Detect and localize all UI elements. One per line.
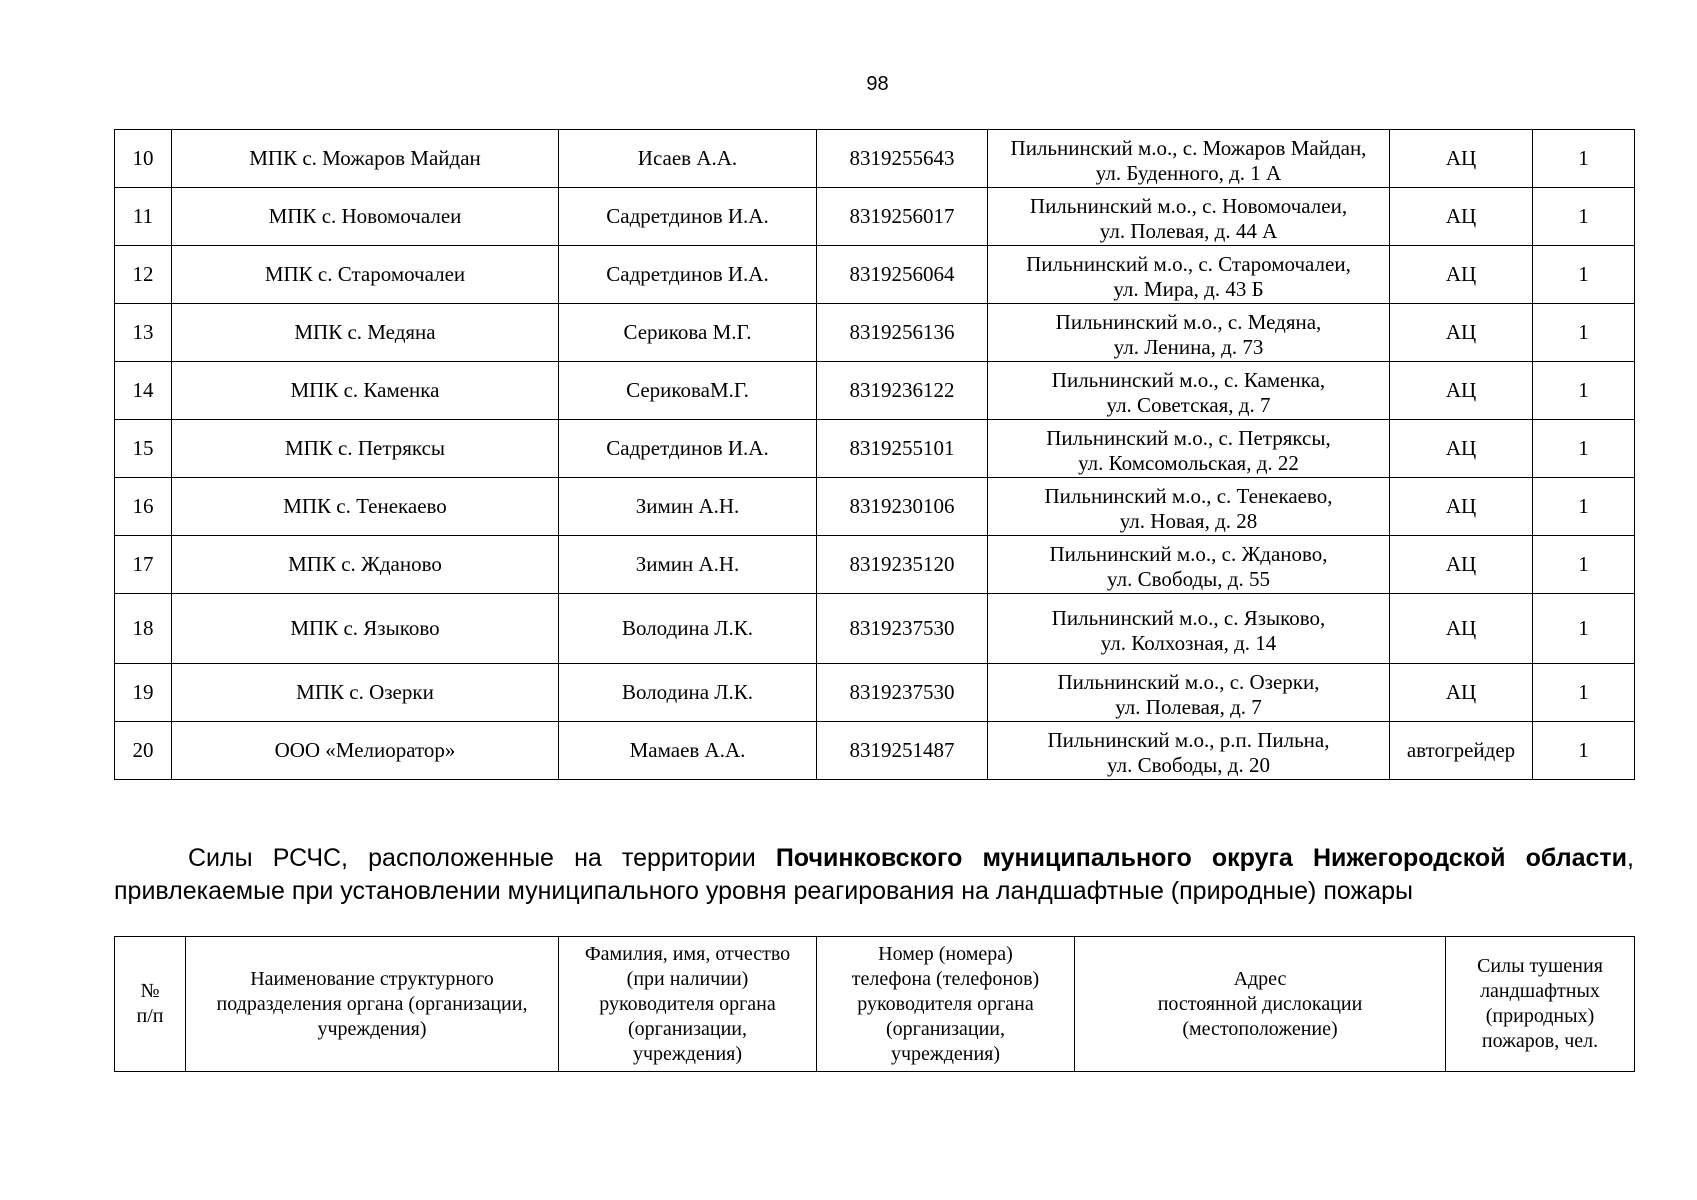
force-type: АЦ <box>1390 420 1533 478</box>
head-name: Володина Л.К. <box>559 664 817 722</box>
header-forces <box>1446 937 1635 1072</box>
header-forces-line: ландшафтных <box>1480 980 1600 1002</box>
unit-name: МПК с. Озерки <box>172 664 559 722</box>
header-phone <box>817 937 1075 1072</box>
phone-number: 8319237530 <box>817 664 988 722</box>
force-count: 1 <box>1533 664 1635 722</box>
address <box>988 246 1390 304</box>
phone-number: 8319230106 <box>817 478 988 536</box>
force-count: 1 <box>1533 246 1635 304</box>
address-line-1: Пильнинский м.о., с. Петряксы, <box>1046 425 1331 450</box>
head-name: Садретдинов И.А. <box>559 420 817 478</box>
force-type: АЦ <box>1390 478 1533 536</box>
force-count: 1 <box>1533 478 1635 536</box>
section-heading <box>114 842 1634 908</box>
phone-number: 8319236122 <box>817 362 988 420</box>
header-head-line: (при наличии) <box>626 967 749 990</box>
row-number: 20 <box>115 722 172 780</box>
table-row <box>115 664 1635 722</box>
table-row <box>115 722 1635 780</box>
phone-number: 8319256017 <box>817 188 988 246</box>
table-row <box>115 594 1635 664</box>
row-number: 10 <box>115 130 172 188</box>
phone-number: 8319251487 <box>817 722 988 780</box>
head-name: Володина Л.К. <box>559 594 817 664</box>
address-line-2: ул. Мира, д. 43 Б <box>1113 276 1264 301</box>
force-count: 1 <box>1533 420 1635 478</box>
unit-name: МПК с. Петряксы <box>172 420 559 478</box>
header-head-line: руководителя органа <box>599 992 776 1015</box>
address-line-1: Пильнинский м.о., с. Тенекаево, <box>1044 483 1333 508</box>
address-line-2: ул. Комсомольская, д. 22 <box>1078 450 1299 475</box>
forces-table-pochinkovsky-header <box>114 936 1635 1072</box>
header-head-line: учреждения) <box>632 1042 743 1065</box>
unit-name: МПК с. Языково <box>172 594 559 664</box>
header-forces-line: Силы тушения <box>1477 955 1603 977</box>
header-phone-line: (организации, <box>885 1017 1006 1040</box>
force-type: автогрейдер <box>1390 722 1533 780</box>
force-type: АЦ <box>1390 536 1533 594</box>
heading-bold-district: Починковского муниципального округа Нижегородской области <box>775 844 1628 872</box>
head-name: Садретдинов И.А. <box>559 188 817 246</box>
head-name: Исаев А.А. <box>559 130 817 188</box>
address-line-2: ул. Ленина, д. 73 <box>1113 334 1264 359</box>
address-line-1: Пильнинский м.о., с. Каменка, <box>1051 367 1326 392</box>
header-addr-line: (местоположение) <box>1182 1017 1338 1040</box>
head-name: Зимин А.Н. <box>559 536 817 594</box>
address-line-1: Пильнинский м.о., с. Жданово, <box>1049 541 1328 566</box>
table-row <box>115 304 1635 362</box>
header-name <box>186 937 559 1072</box>
force-count: 1 <box>1533 130 1635 188</box>
row-number: 14 <box>115 362 172 420</box>
head-name: Зимин А.Н. <box>559 478 817 536</box>
address-line-1: Пильнинский м.о., с. Озерки, <box>1057 669 1320 694</box>
unit-name: МПК с. Жданово <box>172 536 559 594</box>
phone-number: 8319256136 <box>817 304 988 362</box>
head-name: СериковаМ.Г. <box>559 362 817 420</box>
address-line-2: ул. Советская, д. 7 <box>1106 392 1271 417</box>
unit-name: МПК с. Медяна <box>172 304 559 362</box>
header-phone-line: учреждения) <box>890 1042 1001 1065</box>
table-row <box>115 478 1635 536</box>
page-number: 98 <box>866 73 889 95</box>
header-head <box>559 937 817 1072</box>
phone-number: 8319255643 <box>817 130 988 188</box>
header-head-line: Фамилия, имя, отчество <box>584 942 791 965</box>
header-name-line: подразделения органа (организации, <box>216 992 528 1015</box>
header-phone-line: руководителя органа <box>857 992 1034 1015</box>
header-forces-line: (природных) <box>1485 1005 1595 1027</box>
address-line-2: ул. Новая, д. 28 <box>1119 508 1258 533</box>
force-count: 1 <box>1533 362 1635 420</box>
row-number: 19 <box>115 664 172 722</box>
force-type: АЦ <box>1390 304 1533 362</box>
heading-text-end: , привлекаемые при установлении муниципального уровня реагирования на ландшафтные (природные) пожары <box>114 844 1634 905</box>
row-number: 15 <box>115 420 172 478</box>
address-line-2: ул. Свободы, д. 55 <box>1107 566 1270 591</box>
header-num-line: № <box>140 980 160 1002</box>
force-count: 1 <box>1533 594 1635 664</box>
table-row <box>115 188 1635 246</box>
header-address <box>1075 937 1446 1072</box>
header-phone-line: телефона (телефонов) <box>851 967 1040 990</box>
phone-number: 8319256064 <box>817 246 988 304</box>
force-type: АЦ <box>1390 188 1533 246</box>
row-number: 17 <box>115 536 172 594</box>
heading-text-start: Силы РСЧС, расположенные на территории <box>188 844 776 872</box>
head-name: Мамаев А.А. <box>559 722 817 780</box>
phone-number: 8319255101 <box>817 420 988 478</box>
address <box>988 722 1390 780</box>
address-line-1: Пильнинский м.о., с. Можаров Майдан, <box>1010 135 1367 160</box>
address <box>988 478 1390 536</box>
address-line-1: Пильнинский м.о., с. Языково, <box>1051 605 1326 630</box>
unit-name: МПК с. Старомочалеи <box>172 246 559 304</box>
address-line-2: ул. Колхозная, д. 14 <box>1100 630 1277 655</box>
header-row <box>115 937 1635 1072</box>
row-number: 12 <box>115 246 172 304</box>
table-row <box>115 362 1635 420</box>
address <box>988 188 1390 246</box>
row-number: 18 <box>115 594 172 664</box>
force-type: АЦ <box>1390 246 1533 304</box>
table-row <box>115 420 1635 478</box>
header-forces-line: пожаров, чел. <box>1481 1030 1599 1052</box>
header-head-line: (организации, <box>627 1017 748 1040</box>
force-type: АЦ <box>1390 664 1533 722</box>
header-addr-line: постоянной дислокации <box>1157 992 1363 1015</box>
header-phone-line: Номер (номера) <box>878 942 1013 965</box>
row-number: 16 <box>115 478 172 536</box>
address <box>988 536 1390 594</box>
address-line-2: ул. Свободы, д. 20 <box>1107 752 1270 777</box>
force-type: АЦ <box>1390 362 1533 420</box>
force-count: 1 <box>1533 188 1635 246</box>
address-line-1: Пильнинский м.о., с. Старомочалеи, <box>1026 251 1351 276</box>
address <box>988 304 1390 362</box>
row-number: 11 <box>115 188 172 246</box>
address-line-2: ул. Буденного, д. 1 А <box>1095 160 1282 185</box>
unit-name: ООО «Мелиоратор» <box>172 722 559 780</box>
table-row <box>115 130 1635 188</box>
address-line-1: Пильнинский м.о., с. Новомочалеи, <box>1029 193 1348 218</box>
address <box>988 664 1390 722</box>
header-num-line: п/п <box>136 1005 164 1027</box>
unit-name: МПК с. Каменка <box>172 362 559 420</box>
header-name-line: Наименование структурного <box>250 967 494 990</box>
head-name: Серикова М.Г. <box>559 304 817 362</box>
row-number: 13 <box>115 304 172 362</box>
force-count: 1 <box>1533 722 1635 780</box>
table-row <box>115 246 1635 304</box>
force-count: 1 <box>1533 536 1635 594</box>
force-count: 1 <box>1533 304 1635 362</box>
head-name: Садретдинов И.А. <box>559 246 817 304</box>
address <box>988 420 1390 478</box>
address <box>988 362 1390 420</box>
address <box>988 130 1390 188</box>
phone-number: 8319235120 <box>817 536 988 594</box>
unit-name: МПК с. Новомочалеи <box>172 188 559 246</box>
address-line-2: ул. Полевая, д. 7 <box>1115 694 1262 719</box>
header-addr-line: Адрес <box>1233 967 1287 990</box>
force-type: АЦ <box>1390 130 1533 188</box>
address <box>988 594 1390 664</box>
address-line-1: Пильнинский м.о., р.п. Пильна, <box>1047 727 1330 752</box>
unit-name: МПК с. Тенекаево <box>172 478 559 536</box>
unit-name: МПК с. Можаров Майдан <box>172 130 559 188</box>
phone-number: 8319237530 <box>817 594 988 664</box>
header-num <box>115 937 186 1072</box>
force-type: АЦ <box>1390 594 1533 664</box>
header-name-line: учреждения) <box>317 1017 427 1040</box>
table-row <box>115 536 1635 594</box>
forces-table-pilninsky <box>114 129 1635 780</box>
address-line-2: ул. Полевая, д. 44 А <box>1099 218 1278 243</box>
address-line-1: Пильнинский м.о., с. Медяна, <box>1055 309 1322 334</box>
